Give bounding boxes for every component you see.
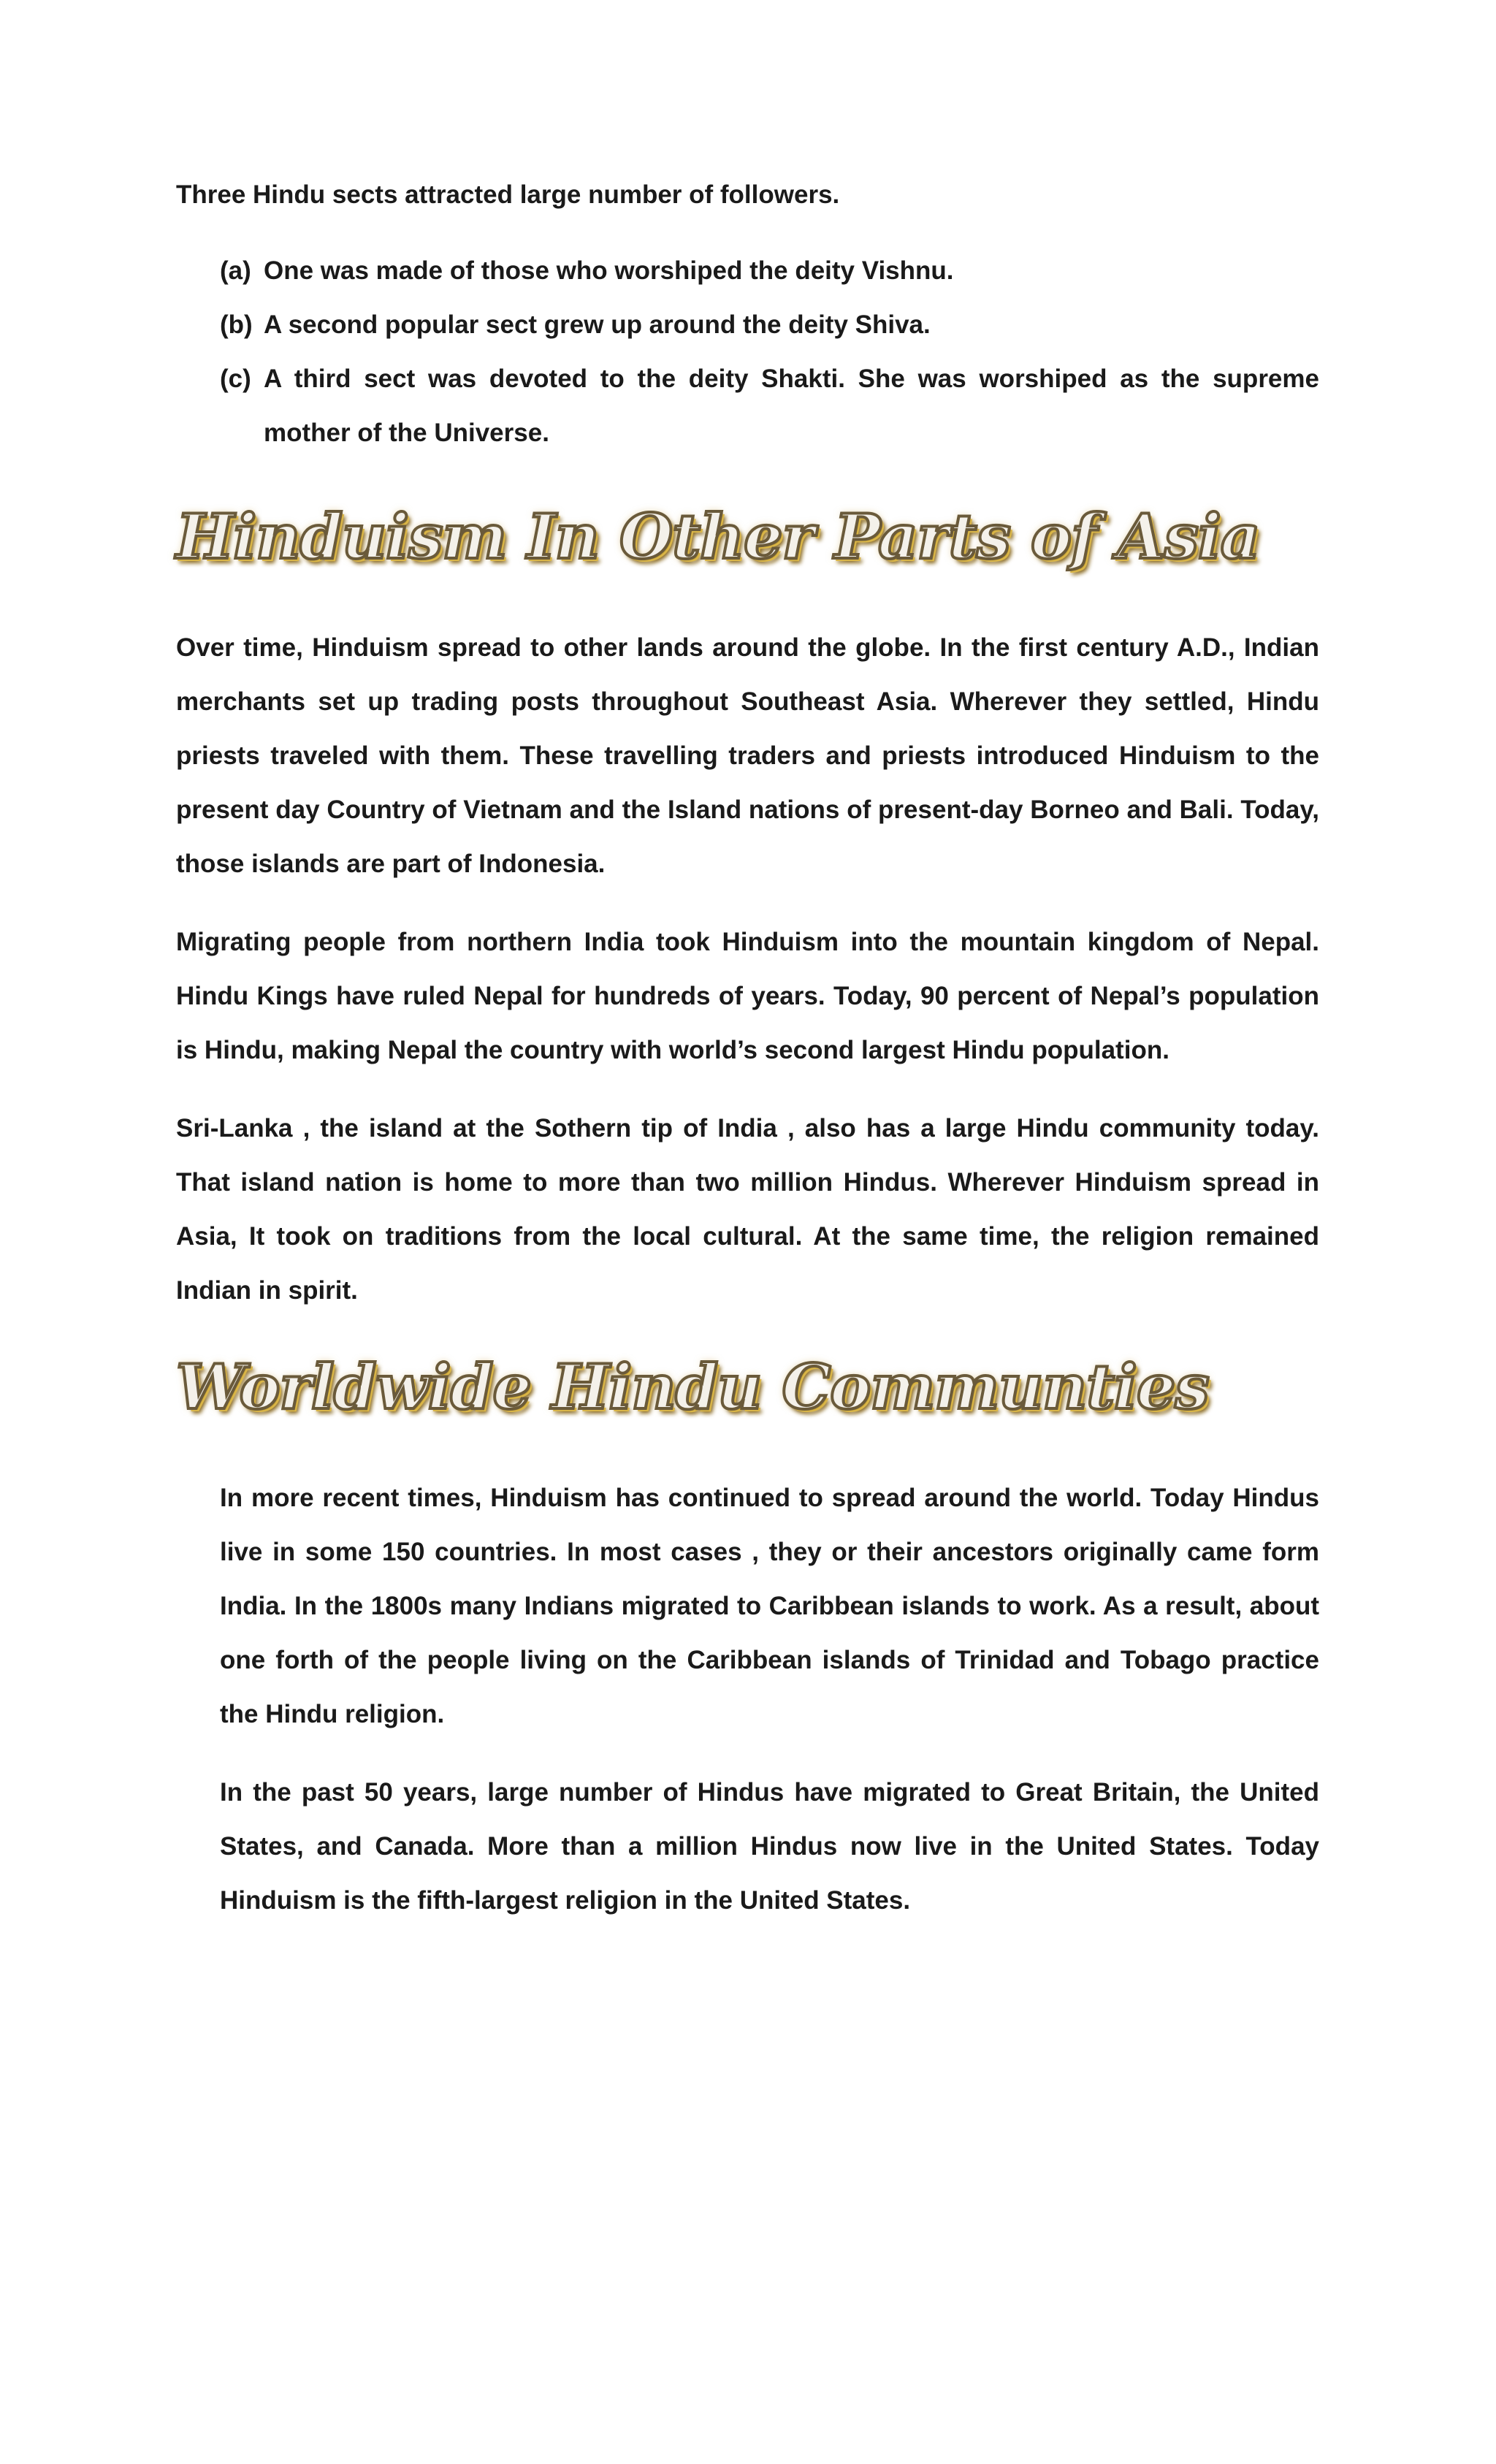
paragraph: Sri-Lanka , the island at the Sothern tip of India , also has a large Hindu community today. That island nation is home to more than two million Hindus. Wherever Hinduism spread in Asia, It took on traditions from the local cultural. At the same time, the religion remained Indian in spirit.	[176, 1114, 1319, 1305]
list-marker: (b)	[220, 310, 253, 339]
paragraph: Migrating people from northern India took Hinduism into the mountain kingdom of Nepal. Hindu Kings have ruled Nepal for hundreds of years. Today, 90 percent of Nepal’s population is Hindu, making Nepal the country with world’s second largest Hindu population.	[176, 928, 1319, 1064]
list-marker: (a)	[220, 256, 251, 285]
section-heading-asia: Hinduism In Other Parts of Asia	[176, 500, 1260, 573]
paragraph: In the past 50 years, large number of Hindus have migrated to Great Britain, the United States, and Canada. More than a million Hindus now live in the United States. Today Hinduism is the fifth-largest religion in the United States.	[220, 1778, 1319, 1915]
list-text: One was made of those who worshiped the deity Vishnu.	[264, 256, 954, 285]
list-item	[220, 244, 1319, 298]
list-item	[220, 352, 1319, 460]
list-item	[220, 298, 1319, 352]
document-page	[176, 168, 1319, 1952]
list-text: A third sect was devoted to the deity Shakti. She was worshiped as the supreme mother of the Universe.	[264, 365, 1319, 447]
list-marker: (c)	[220, 365, 251, 393]
paragraph: Over time, Hinduism spread to other lands around the globe. In the first century A.D., Indian merchants set up trading posts throughout Southeast Asia. Wherever they settled, Hindu priests traveled with them. These travelling traders and priests introduced Hinduism to the present day Country of Vietnam and the Island nations of present-day Borneo and Bali. Today, those islands are part of Indonesia.	[176, 633, 1319, 878]
sect-list	[220, 244, 1319, 460]
paragraph: In more recent times, Hinduism has continued to spread around the world. Today Hindus live in some 150 countries. In most cases , they or their ancestors originally came form India. In the 1800s many Indians migrated to Caribbean islands to work. As a result, about one forth of the people living on the Caribbean islands of Trinidad and Tobago practice the Hindu religion.	[220, 1484, 1319, 1728]
list-text: A second popular sect grew up around the deity Shiva.	[264, 310, 931, 339]
section-heading-worldwide: Worldwide Hindu Communties	[176, 1351, 1209, 1423]
intro-text: Three Hindu sects attracted large number of followers.	[176, 180, 840, 209]
